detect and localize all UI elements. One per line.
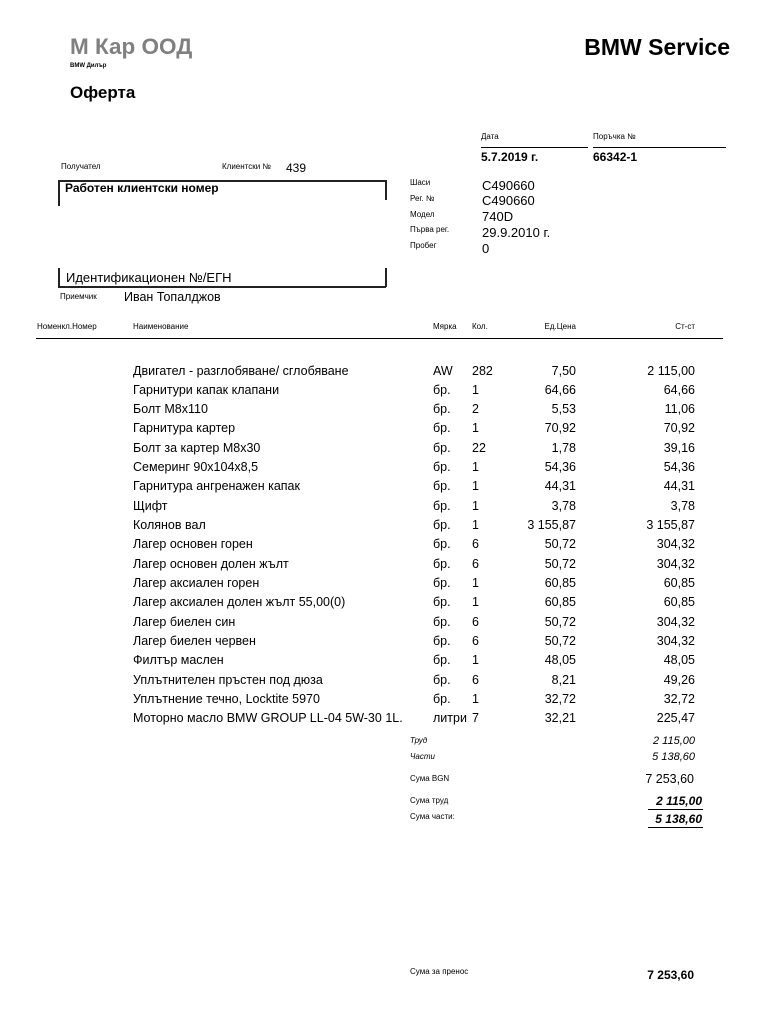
recipient-box-left-bottom — [58, 268, 60, 287]
row-amount: 70,92 — [663, 421, 695, 436]
row-unit: бр. — [433, 556, 451, 571]
date-label: Дата — [481, 132, 499, 141]
row-unit: бр. — [433, 518, 451, 533]
row-description: Лагер аксиален горен — [133, 576, 260, 591]
row-unit: бр. — [433, 402, 451, 417]
row-unit: бр. — [433, 692, 451, 707]
row-unit-price: 54,36 — [544, 460, 576, 475]
row-unit-price: 50,72 — [544, 614, 576, 629]
row-unit-price: 5,53 — [551, 402, 576, 417]
row-quantity: 1 — [472, 653, 479, 668]
row-unit-price: 8,21 — [551, 672, 576, 687]
brand-name: BMW Service — [584, 33, 730, 60]
table-row — [0, 558, 768, 571]
table-row — [0, 519, 768, 532]
labor-label: Труд — [410, 736, 428, 745]
row-description: Лагер биелен син — [133, 614, 236, 629]
registration-label: Рег. № — [410, 194, 435, 203]
model-label: Модел — [410, 210, 435, 219]
chassis-value: C490660 — [482, 177, 535, 193]
table-row — [0, 422, 768, 435]
row-quantity: 1 — [472, 576, 479, 591]
row-unit-price: 44,31 — [544, 479, 576, 494]
row-amount: 64,66 — [663, 382, 695, 397]
table-row — [0, 712, 768, 725]
table-row — [0, 596, 768, 609]
row-description: Лагер основен горен — [133, 537, 253, 552]
row-description: Уплътнение течно, Locktite 5970 — [133, 692, 320, 707]
row-unit: бр. — [433, 460, 451, 475]
row-quantity: 6 — [472, 634, 479, 649]
row-description: Гарнитури капак клапани — [133, 382, 280, 397]
row-quantity: 6 — [472, 556, 479, 571]
recipient-label: Получател — [61, 162, 101, 171]
row-description: Болт за картер M8x30 — [133, 440, 261, 455]
chassis-label: Шаси — [410, 178, 431, 187]
sum-parts-label: Сума части: — [410, 812, 455, 821]
row-description: Лагер биелен червен — [133, 634, 256, 649]
row-unit-price: 3 155,87 — [527, 518, 576, 533]
table-row — [0, 538, 768, 551]
row-quantity: 1 — [472, 382, 479, 397]
row-amount: 60,85 — [663, 595, 695, 610]
row-unit-price: 60,85 — [544, 576, 576, 591]
row-description: Уплътнителен пръстен под дюза — [133, 672, 323, 687]
date-divider — [481, 147, 588, 148]
row-unit: бр. — [433, 653, 451, 668]
row-quantity: 1 — [472, 498, 479, 513]
model-value: 740D — [482, 208, 514, 224]
document-title: Оферта — [70, 82, 136, 102]
row-amount: 304,32 — [656, 556, 695, 571]
row-amount: 48,05 — [663, 653, 695, 668]
row-amount: 2 115,00 — [647, 363, 695, 378]
table-row — [0, 635, 768, 648]
total-bgn-label: Сума BGN — [410, 774, 450, 783]
mileage-value: 0 — [482, 240, 490, 256]
row-unit-price: 1,78 — [551, 440, 576, 455]
row-unit-price: 48,05 — [544, 653, 576, 668]
table-row — [0, 577, 768, 590]
row-amount: 304,32 — [656, 537, 695, 552]
row-unit-price: 50,72 — [544, 537, 576, 552]
recipient-box-right-top — [385, 180, 387, 200]
row-description: Болт M8x110 — [133, 402, 208, 417]
row-unit: бр. — [433, 537, 451, 552]
row-quantity: 282 — [472, 363, 493, 378]
row-amount: 225,47 — [656, 711, 695, 726]
recipient-box-bottom — [58, 286, 386, 288]
row-description: Лагер основен долен жълт — [133, 556, 289, 571]
table-row — [0, 480, 768, 493]
row-unit: бр. — [433, 479, 451, 494]
row-unit: бр. — [433, 672, 451, 687]
receiver-name: Иван Топалджов — [124, 290, 221, 304]
table-row — [0, 365, 768, 378]
row-description: Семеринг 90x104x8,5 — [133, 460, 259, 475]
row-description: Филтър маслен — [133, 653, 224, 668]
row-description: Щифт — [133, 498, 168, 513]
client-number-value: 439 — [286, 161, 307, 175]
row-unit-price: 3,78 — [551, 498, 576, 513]
client-number-label: Клиентски № — [222, 162, 272, 171]
sum-labor-label: Сума труд — [410, 796, 449, 805]
row-unit-price: 50,72 — [544, 556, 576, 571]
row-quantity: 1 — [472, 479, 479, 494]
row-unit: бр. — [433, 382, 451, 397]
row-unit: бр. — [433, 634, 451, 649]
row-amount: 49,26 — [663, 672, 695, 687]
mileage-label: Пробег — [410, 241, 437, 250]
order-number-value: 66342-1 — [593, 150, 638, 164]
row-unit-price: 32,72 — [544, 692, 576, 707]
row-quantity: 22 — [472, 440, 486, 455]
date-value: 5.7.2019 г. — [481, 150, 539, 164]
row-amount: 39,16 — [663, 440, 695, 455]
row-amount: 3,78 — [670, 498, 695, 513]
row-quantity: 1 — [472, 421, 479, 436]
table-row — [0, 442, 768, 455]
carry-forward-value: 7 253,60 — [647, 968, 694, 982]
row-amount: 3 155,87 — [646, 518, 695, 533]
order-number-divider — [593, 147, 726, 148]
table-row — [0, 461, 768, 474]
carry-forward-label: Сума за пренос — [410, 967, 469, 976]
row-unit: бр. — [433, 498, 451, 513]
row-quantity: 6 — [472, 672, 479, 687]
row-amount: 54,36 — [663, 460, 695, 475]
client-name: Работен клиентски номер — [65, 181, 219, 195]
labor-value: 2 115,00 — [652, 734, 695, 747]
row-quantity: 7 — [472, 711, 479, 726]
recipient-box-left-top — [58, 180, 60, 206]
table-row — [0, 403, 768, 416]
company-subtitle: BMW Дилър — [70, 63, 107, 69]
row-quantity: 6 — [472, 614, 479, 629]
table-row — [0, 693, 768, 706]
sum-parts-underline — [648, 827, 703, 828]
id-field: Идентификационен №/ЕГН — [66, 269, 232, 285]
column-quantity: Кол. — [472, 322, 488, 331]
row-unit-price: 32,21 — [544, 711, 576, 726]
row-unit: литри — [433, 711, 467, 726]
row-unit: бр. — [433, 614, 451, 629]
table-row — [0, 616, 768, 629]
table-row — [0, 654, 768, 667]
row-quantity: 1 — [472, 518, 479, 533]
row-unit-price: 60,85 — [544, 595, 576, 610]
row-unit: бр. — [433, 576, 451, 591]
row-quantity: 1 — [472, 460, 479, 475]
first-registration-label: Първа рег. — [410, 225, 450, 234]
registration-value: C490660 — [482, 192, 535, 208]
row-unit-price: 7,50 — [551, 363, 576, 378]
total-bgn-value: 7 253,60 — [645, 771, 694, 786]
row-description: Лагер аксиален долен жълт 55,00(0) — [133, 595, 346, 610]
row-description: Гарнитура картер — [133, 421, 236, 436]
table-row — [0, 674, 768, 687]
row-quantity: 1 — [472, 595, 479, 610]
row-unit-price: 50,72 — [544, 634, 576, 649]
company-name: М Кар ООД — [70, 33, 193, 59]
table-row — [0, 384, 768, 397]
row-description: Двигател - разглобяване/ сглобяване — [133, 363, 349, 378]
column-unit-price: Ед.Цена — [544, 322, 576, 331]
table-row — [0, 500, 768, 513]
row-amount: 304,32 — [656, 614, 695, 629]
row-unit: бр. — [433, 421, 451, 436]
row-unit: AW — [433, 363, 453, 378]
row-unit: бр. — [433, 595, 451, 610]
receiver-label: Приемчик — [60, 292, 97, 301]
order-number-label: Поръчка № — [593, 132, 636, 141]
parts-value: 5 138,60 — [652, 750, 695, 763]
row-unit-price: 64,66 — [544, 382, 576, 397]
row-amount: 32,72 — [663, 692, 695, 707]
parts-label: Части — [410, 752, 435, 761]
recipient-box-right-bottom — [385, 268, 387, 287]
row-amount: 304,32 — [656, 634, 695, 649]
row-quantity: 1 — [472, 692, 479, 707]
row-quantity: 6 — [472, 537, 479, 552]
row-amount: 60,85 — [663, 576, 695, 591]
row-description: Колянов вал — [133, 518, 206, 533]
column-part-number: Номенкл.Номер — [37, 322, 97, 331]
row-unit-price: 70,92 — [544, 421, 576, 436]
table-header-divider — [36, 338, 723, 339]
column-unit: Мярка — [433, 322, 457, 331]
row-unit: бр. — [433, 440, 451, 455]
row-amount: 44,31 — [663, 479, 695, 494]
column-amount: Ст-ст — [675, 322, 695, 331]
first-registration-value: 29.9.2010 г. — [482, 224, 551, 240]
column-description: Наименование — [133, 322, 189, 331]
sum-labor-value: 2 115,00 — [656, 794, 702, 808]
row-description: Моторно масло BMW GROUP LL-04 5W-30 1L. — [133, 711, 403, 726]
row-quantity: 2 — [472, 402, 479, 417]
row-description: Гарнитура ангренажен капак — [133, 479, 300, 494]
sum-labor-underline — [648, 809, 703, 810]
sum-parts-value: 5 138,60 — [655, 812, 702, 826]
row-amount: 11,06 — [664, 402, 695, 417]
